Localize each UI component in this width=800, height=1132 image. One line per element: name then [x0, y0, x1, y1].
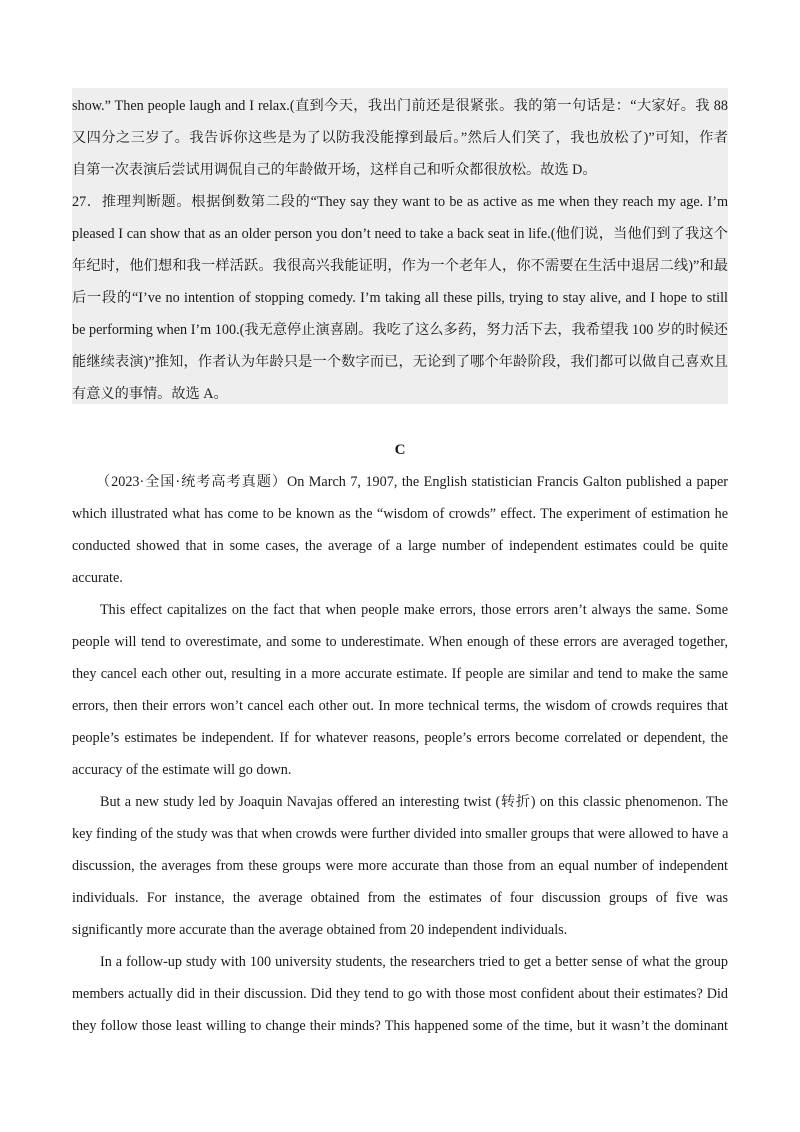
passage-line: But a new study led by Joaquin Navajas offered an interesting twist (转折) on this classic phenomenon. The: [100, 794, 728, 810]
answer-line: show.” Then people laugh and I relax.(直到今天，我出门前还是很紧张。我的第一句话是：“大家好。我 88: [72, 98, 728, 114]
passage-line: people will tend to overestimate, and some to underestimate. When enough of these errors are averaged together,: [72, 634, 728, 650]
answer-line: 自第一次表演后尝试用调侃自己的年龄做开场，这样自己和听众都很放松。故选 D。: [72, 162, 597, 178]
passage-line: conducted showed that in some cases, the average of a large number of independent estimates could be quite: [72, 538, 728, 554]
answer-line: 有意义的事情。故选 A。: [72, 386, 228, 402]
answer-line: 能继续表演)”推知，作者认为年龄只是一个数字而已，无论到了哪个年龄阶段，我们都可以做自己喜欢且: [72, 354, 728, 370]
passage-line: individuals. For instance, the average obtained from the estimates of four discussion groups of five was: [72, 890, 728, 906]
answer-line: pleased I can show that as an older person you don’t need to take a back seat in life.(他们说，当他们到了我这个: [72, 226, 728, 242]
passage-line: significantly more accurate than the average obtained from 20 independent individuals.: [72, 922, 568, 938]
answer-line: be performing when I’m 100.(我无意停止演喜剧。我吃了这么多药，努力活下去，我希望我 100 岁的时候还: [72, 322, 728, 338]
passage-line: discussion, the averages from these groups were more accurate than those from an equal number of independent: [72, 858, 728, 874]
passage-line: errors, then their errors won’t cancel each other out. In more technical terms, the wisdom of crowds requires that: [72, 698, 728, 714]
passage-line: they follow those least willing to change their minds? This happened some of the time, but it wasn’t the dominant: [72, 1018, 728, 1034]
passage-line: This effect capitalizes on the fact that when people make errors, those errors aren’t always the same. Some: [100, 602, 728, 618]
passage-line: key finding of the study was that when crowds were further divided into smaller groups that were allowed to have a: [72, 826, 728, 842]
answer-line: 又四分之三岁了。我告诉你这些是为了以防我没能撑到最后。”然后人们笑了，我也放松了)”可知，作者: [72, 130, 728, 146]
passage-line: they cancel each other out, resulting in a more accurate estimate. If people are similar and tend to make the same: [72, 666, 728, 682]
passage-line: In a follow-up study with 100 university students, the researchers tried to get a better sense of what the group: [100, 954, 728, 970]
answer-line: 年纪时，他们想和我一样活跃。我很高兴我能证明，作为一个老年人，你不需要在生活中退居二线)”和最: [72, 258, 728, 274]
passage-line: people’s estimates be independent. If for whatever reasons, people’s errors become correlated or dependent, the: [72, 730, 728, 746]
section-heading: C: [394, 442, 406, 458]
passage-line: accuracy of the estimate will go down.: [72, 762, 292, 778]
passage-line: accurate.: [72, 570, 123, 586]
passage-line: members actually did in their discussion. Did they tend to go with those most confident about their estimates? Did: [72, 986, 728, 1002]
passage-line: （2023·全国·统考高考真题）On March 7, 1907, the English statistician Francis Galton published a paper: [96, 474, 728, 490]
answer-line: 27．推理判断题。根据倒数第二段的“They say they want to be as active as me when they reach my age. I’m: [72, 194, 728, 210]
answer-line: 后一段的“I’ve no intention of stopping comedy. I’m taking all these pills, trying to stay alive, and I hope to still: [72, 290, 728, 306]
passage-line: which illustrated what has come to be known as the “wisdom of crowds” effect. The experiment of estimation he: [72, 506, 728, 522]
